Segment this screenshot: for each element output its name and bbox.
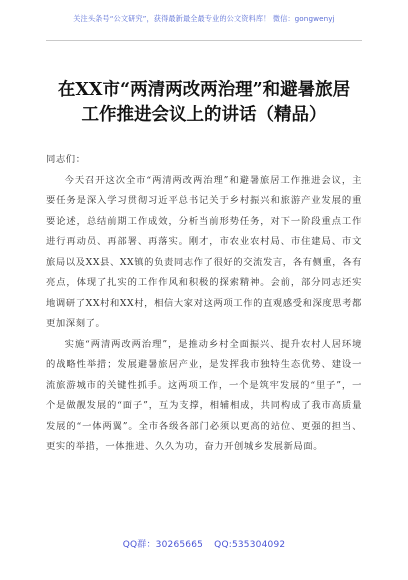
title-line-2: 工作推进会议上的讲话（精品） xyxy=(81,105,327,125)
footer-qq: QQ:535304092 xyxy=(214,540,286,550)
salutation: 同志们： xyxy=(46,154,86,165)
footer-contact xyxy=(0,537,408,550)
document-title xyxy=(0,78,408,128)
header-divider xyxy=(46,40,362,41)
title-line-1: 在XX市“两清两改两治理”和避暑旅居 xyxy=(57,80,351,100)
paragraph-2: 实施“两清两改两治理”，是推动乡村全面振兴、提升农村人居环境的战略性举措；发展避暑旅居产业，是发挥我市独特生态优势、建设一流旅游城市的关键性抓手。这两项工作，一个是筑牢发展的“里子”，一个是做靓发展的“面子”，互为支撑，相辅相成，共同构成了我市高质量发展的“一体两翼”。全市各级各部门必须以更高的站位、更强的担当、更实的举措，一体推进、久久为功，奋力开创城乡发展新局面。 xyxy=(46,338,362,452)
footer-qq-group: QQ群：30265665 xyxy=(122,540,204,550)
document-body xyxy=(46,150,362,458)
header-banner: 关注头条号“公文研究”，获得最新最全最专业的公文资料库！ 微信：gongwenyj xyxy=(73,14,335,23)
paragraph-1: 今天召开这次全市“两清两改两治理”和避暑旅居工作推进会议，主要任务是深入学习贯彻习近平总书记关于乡村振兴和旅游产业发展的重要论述，总结前期工作成效，分析当前形势任务，对下一阶段重点工作进行再动员、再部署、再落实。刚才，市农业农村局、市住建局、市文旅局以及XX县、XX镇的负责同志作了很好的交流发言，各有侧重，各有亮点，体现了扎实的工作作风和积极的探索精神。会前，部分同志还实地调研了XX村和XX村，相信大家对这两项工作的直观感受和深度思考都更加深刻了。 xyxy=(46,174,362,329)
